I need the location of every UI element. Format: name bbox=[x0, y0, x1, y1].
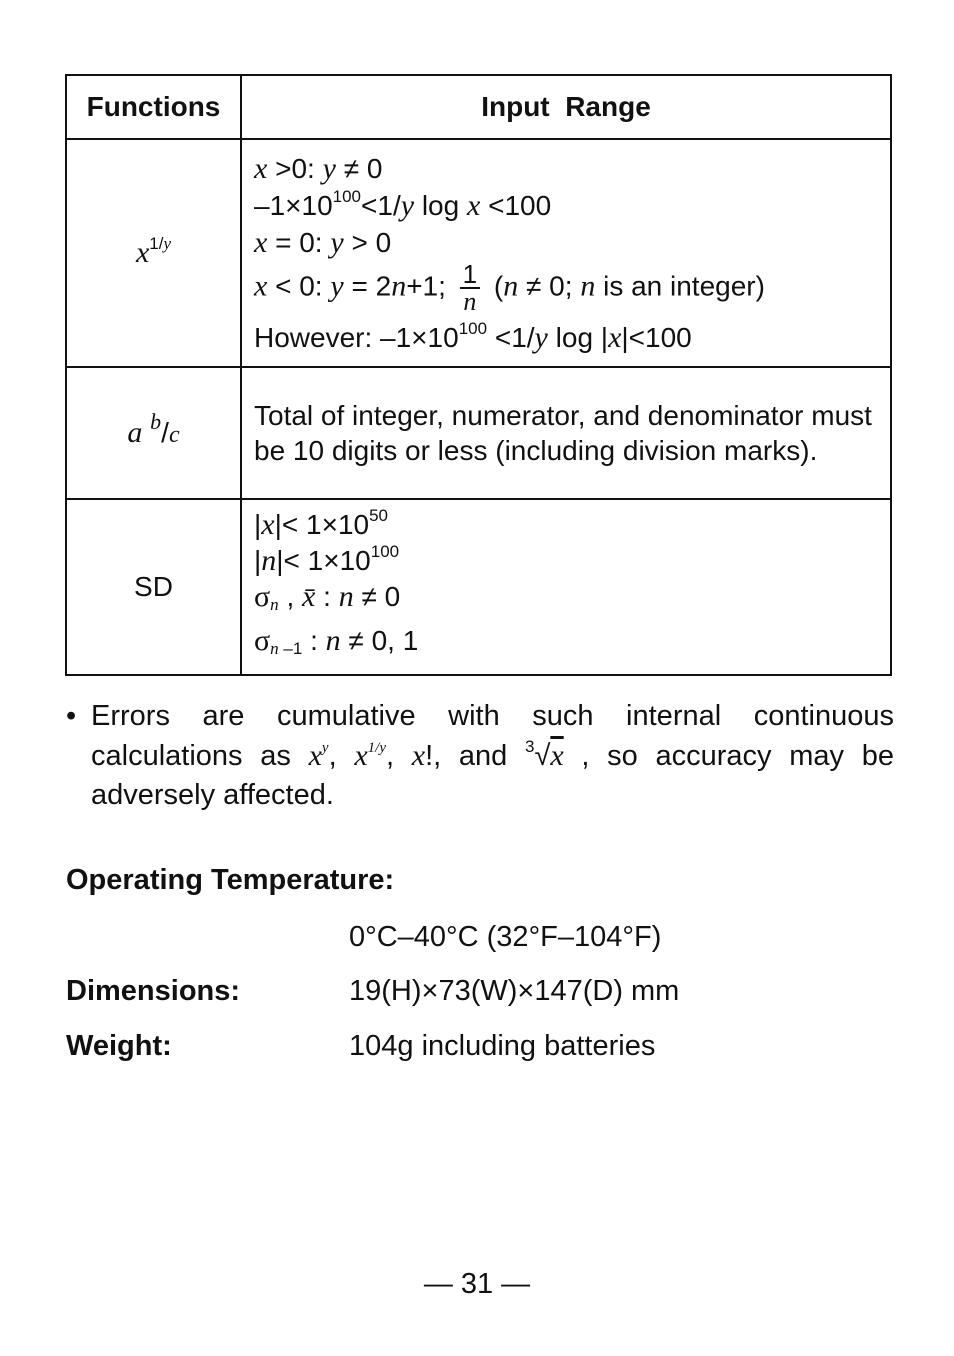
operating-temperature-value: 0°C–40°C (32°F–104°F) bbox=[349, 921, 662, 953]
header-functions: Functions bbox=[66, 75, 241, 139]
header-input-range: Input Range bbox=[241, 75, 891, 139]
fraction-1-over-n: $\frac{1}{n}$ bbox=[460, 261, 480, 315]
range-line: x = 0: y > 0 bbox=[254, 226, 392, 259]
range-sd bbox=[241, 499, 891, 675]
input-range-table bbox=[65, 74, 892, 676]
accuracy-note: • Errors are cumulative with such internal continuous calculations as $x^y$, $x^{1/y}$, x!, and $^3$√x , so accuracy may be adversely affected. bbox=[66, 697, 894, 815]
function-fraction: a $^b$/c bbox=[66, 367, 241, 499]
range-line: $-1\times 10^{100}<1/y$ log x <100 bbox=[254, 187, 552, 222]
range-line: x >0: y ≠ 0 bbox=[254, 152, 383, 185]
bullet: • bbox=[66, 700, 77, 732]
range-line: $|n|< 1\times 10^{100}$ bbox=[254, 542, 400, 577]
weight-value: 104g including batteries bbox=[349, 1030, 656, 1062]
range-line: $|x|< 1\times 10^{50}$ bbox=[254, 506, 389, 541]
note-text-1: Errors are cumulative with such internal continuous calculations as bbox=[91, 700, 894, 772]
range-x-root-y bbox=[241, 139, 891, 367]
note-text-2: so accuracy may be adversely affected. bbox=[91, 740, 894, 811]
dimensions-label: Dimensions: bbox=[66, 975, 241, 1007]
range-line: x < 0: y = 2n+1; $\frac{1}{n}$ (n ≠ 0; n is an integer) bbox=[254, 259, 765, 316]
dimensions-value: 19(H)×73(W)×147(D) mm bbox=[349, 975, 680, 1007]
function-x-root-y: $x^{1/y}$ bbox=[66, 139, 241, 367]
page-number: — 31 — bbox=[423, 1268, 531, 1300]
function-sd: SD bbox=[66, 499, 241, 675]
range-line: $\sigma_{n -1}$ : n ≠ 0, 1 bbox=[254, 624, 419, 658]
operating-temperature-label: Operating Temperature: bbox=[66, 864, 395, 896]
range-fraction: Total of integer, numerator, and denominator must be 10 digits or less (including division marks). bbox=[241, 367, 891, 499]
range-line: However: $-1\times 10^{100} <1/y$ log |x|<100 bbox=[254, 319, 692, 354]
range-line: $\sigma_n$ , x̄ : n ≠ 0 bbox=[254, 580, 401, 614]
weight-label: Weight: bbox=[66, 1030, 172, 1062]
